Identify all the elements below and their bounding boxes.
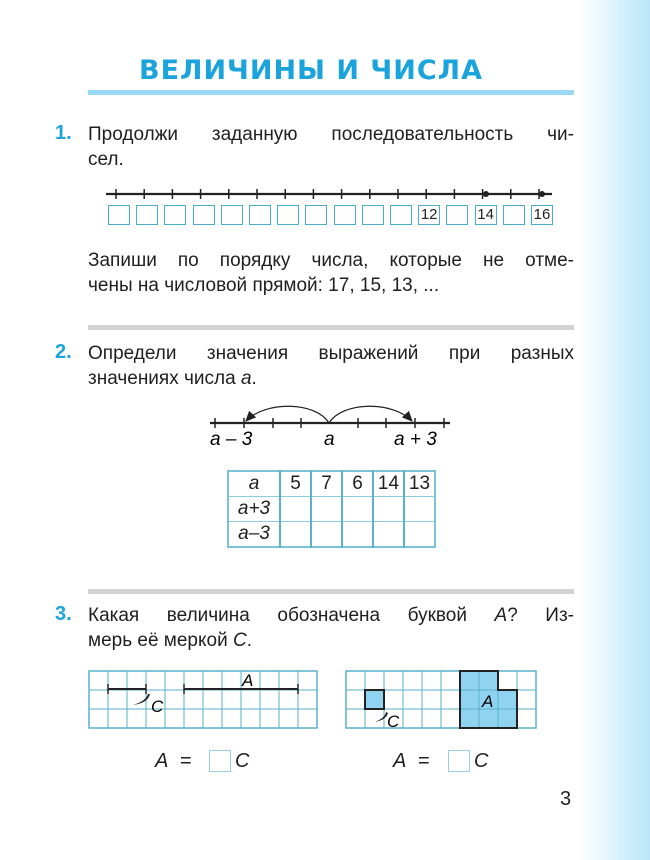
answer-cell[interactable]: [373, 522, 404, 548]
task-3-line-1: [88, 603, 574, 628]
label-a: A: [242, 671, 254, 690]
task-1-text-2: [88, 248, 574, 298]
row-label: a–3: [238, 523, 270, 544]
section-title: ВЕЛИЧИНЫ И ЧИСЛА: [139, 55, 483, 86]
equation-2-unit: C: [474, 750, 489, 772]
task-3-text: [88, 603, 574, 653]
label-c: C: [387, 712, 400, 730]
answer-cell[interactable]: [342, 497, 373, 522]
title-rule: [88, 90, 574, 95]
answer-cell[interactable]: [311, 522, 342, 548]
equation-1-unit: C: [235, 750, 250, 772]
number-box[interactable]: [221, 205, 243, 225]
table-row: [228, 522, 435, 548]
separator-2: [88, 589, 574, 594]
task-1-number: 1.: [55, 122, 72, 144]
number-box[interactable]: [305, 205, 327, 225]
number-box[interactable]: [390, 205, 412, 225]
text: мерь её меркой: [88, 630, 228, 651]
text: ? Из-: [507, 605, 574, 626]
task-3-line-2: [88, 628, 574, 653]
number-box[interactable]: [193, 205, 215, 225]
separator-1: [88, 325, 574, 330]
task-3-number: 3.: [55, 603, 72, 625]
arrow-right: [329, 406, 412, 423]
figure-areas: [345, 670, 540, 730]
task-1-line-1: Продолжи заданную последовательность чи-: [88, 124, 574, 145]
number-box: 12: [418, 205, 440, 225]
value-cell: 7: [311, 471, 342, 497]
label-a: A: [482, 692, 494, 711]
answer-cell[interactable]: [280, 522, 311, 548]
value-cell: 6: [342, 471, 373, 497]
equation-1-lhs: A: [155, 750, 169, 772]
answer-cell[interactable]: [342, 522, 373, 548]
task-2-line-2-text: значениях числа: [88, 368, 236, 389]
label-a-plus-3: a + 3: [394, 429, 437, 450]
var-a: A: [494, 605, 508, 626]
answer-cell[interactable]: [280, 497, 311, 522]
number-box[interactable]: [362, 205, 384, 225]
number-box[interactable]: [164, 205, 186, 225]
task-1-line-3: Запиши по порядку числа, которые не отме-: [88, 250, 574, 271]
task-2-text: [88, 341, 574, 391]
task-2-number: 2.: [55, 341, 72, 363]
label-a-minus-3: a – 3: [210, 429, 253, 450]
equation-2-lhs: A: [393, 750, 407, 772]
values-table: [227, 470, 436, 548]
number-box[interactable]: [249, 205, 271, 225]
var-a: a: [240, 368, 252, 389]
equation-2-eq: =: [418, 750, 430, 772]
task-1-line-4: чены на числовой прямой: 17, 15, 13, ...: [88, 275, 440, 296]
answer-cell[interactable]: [373, 497, 404, 522]
task-2-line-1: Определи значения выражений при разных: [88, 343, 574, 364]
row-label: a+3: [228, 497, 280, 522]
number-line-1: [100, 184, 560, 204]
equation-1-eq: =: [180, 750, 192, 772]
label-a: a: [324, 429, 335, 450]
table-row: [228, 497, 435, 522]
point-14: [483, 191, 489, 197]
value-cell: 14: [373, 471, 404, 497]
task-1-text: [88, 122, 574, 172]
value-cell: 5: [280, 471, 311, 497]
header-var: a: [228, 471, 280, 497]
number-box[interactable]: [503, 205, 525, 225]
task-1-line-2: сел.: [88, 149, 124, 170]
number-box[interactable]: [108, 205, 130, 225]
period: .: [246, 630, 252, 651]
number-box[interactable]: [334, 205, 356, 225]
text: Какая величина обозначена буквой: [88, 605, 467, 626]
task-2-line-2: [88, 366, 574, 391]
number-line-2: [205, 395, 455, 455]
point-16: [539, 191, 545, 197]
number-box: 16: [531, 205, 553, 225]
unit-square-c: [365, 690, 384, 709]
number-box: 14: [475, 205, 497, 225]
answer-cell[interactable]: [404, 497, 435, 522]
answer-cell[interactable]: [311, 497, 342, 522]
number-box[interactable]: [277, 205, 299, 225]
equation-1-answer-box[interactable]: [209, 750, 231, 772]
answer-cell[interactable]: [404, 522, 435, 548]
number-box[interactable]: [446, 205, 468, 225]
period: .: [251, 368, 257, 389]
figure-segments: [88, 670, 320, 730]
brace-icon: [133, 694, 150, 705]
equation-2-answer-box[interactable]: [448, 750, 470, 772]
number-box[interactable]: [136, 205, 158, 225]
page-number: 3: [560, 788, 572, 810]
var-c: C: [232, 630, 247, 651]
label-c: C: [151, 697, 164, 716]
arrow-left: [246, 406, 329, 423]
value-cell: 13: [404, 471, 435, 497]
table-header-row: [228, 471, 435, 497]
